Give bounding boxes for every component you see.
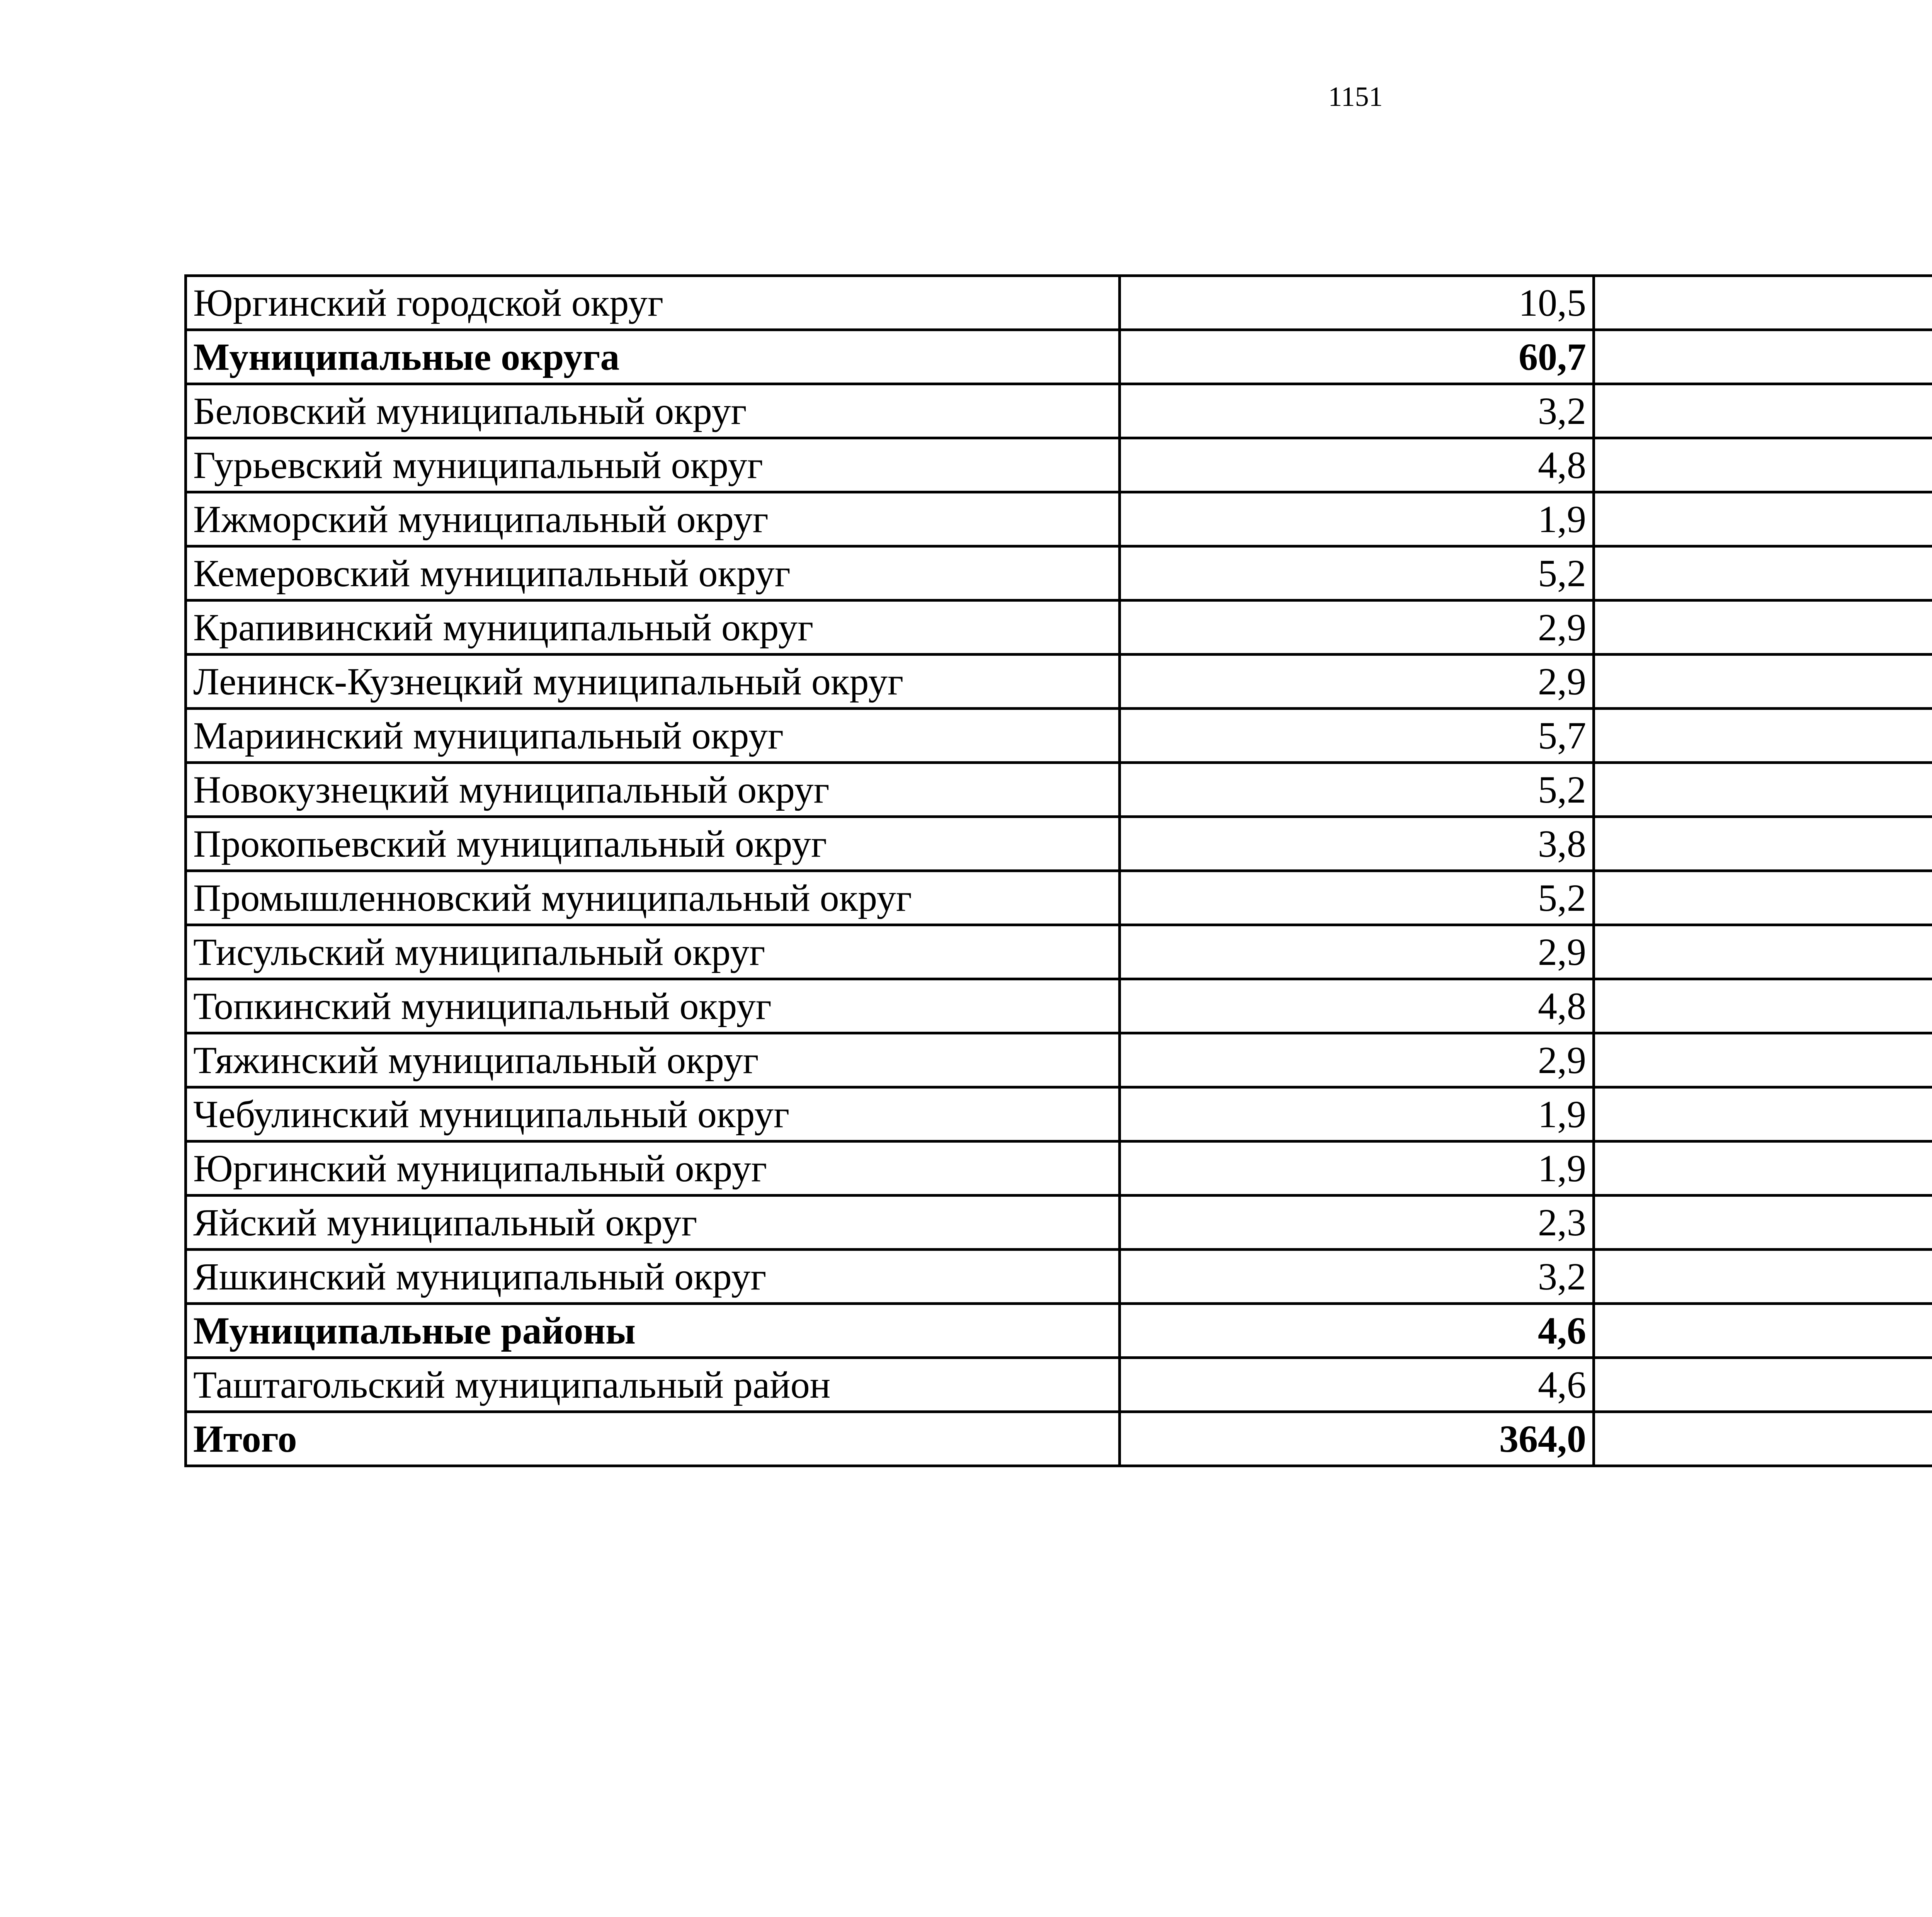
row-name-cell: Ленинск-Кузнецкий муниципальный округ: [186, 655, 1120, 709]
value-cell-1: 3,2: [1120, 1250, 1594, 1304]
value-cell-2: [1594, 276, 1932, 330]
row-name-cell: Новокузнецкий муниципальный округ: [186, 763, 1120, 817]
table-row: [186, 763, 1932, 817]
row-name-cell: Яйский муниципальный округ: [186, 1196, 1120, 1250]
value-cell-1: 1,9: [1120, 1087, 1594, 1141]
value-cell-1: 1,9: [1120, 1141, 1594, 1196]
row-name-cell: Таштагольский муниципальный район: [186, 1358, 1120, 1412]
row-name-cell: Ижморский муниципальный округ: [186, 492, 1120, 546]
table-row: [186, 1033, 1932, 1087]
row-name-cell: Чебулинский муниципальный округ: [186, 1087, 1120, 1141]
row-name-cell: Муниципальные районы: [186, 1304, 1120, 1358]
value-cell-2: [1594, 1141, 1932, 1196]
row-name-cell: Кемеровский муниципальный округ: [186, 546, 1120, 600]
row-name-cell: Яшкинский муниципальный округ: [186, 1250, 1120, 1304]
value-cell-2: [1594, 763, 1932, 817]
table-row: [186, 709, 1932, 763]
value-cell-1: 2,9: [1120, 655, 1594, 709]
value-cell-1: 4,6: [1120, 1358, 1594, 1412]
value-cell-1: 4,6: [1120, 1304, 1594, 1358]
value-cell-2: [1594, 1358, 1932, 1412]
value-cell-2: [1594, 709, 1932, 763]
value-cell-1: 3,2: [1120, 384, 1594, 438]
row-name-cell: Топкинский муниципальный округ: [186, 979, 1120, 1033]
table-row: [186, 276, 1932, 330]
value-cell-1: 2,9: [1120, 925, 1594, 979]
value-cell-2: [1594, 925, 1932, 979]
value-cell-2: [1594, 546, 1932, 600]
value-cell-2: [1594, 600, 1932, 655]
table-row: [186, 438, 1932, 492]
row-name-cell: Юргинский муниципальный округ: [186, 1141, 1120, 1196]
row-name-cell: Мариинский муниципальный округ: [186, 709, 1120, 763]
table-row: [186, 979, 1932, 1033]
table-row: [186, 1141, 1932, 1196]
row-name-cell: Крапивинский муниципальный округ: [186, 600, 1120, 655]
value-cell-1: 1,9: [1120, 492, 1594, 546]
value-cell-1: 5,2: [1120, 546, 1594, 600]
table-row: [186, 546, 1932, 600]
table-row: [186, 925, 1932, 979]
value-cell-2: [1594, 979, 1932, 1033]
value-cell-1: 4,8: [1120, 979, 1594, 1033]
table-row-total: [186, 1412, 1932, 1466]
table-row-total: [186, 330, 1932, 384]
value-cell-2: [1594, 1087, 1932, 1141]
row-name-cell: Тяжинский муниципальный округ: [186, 1033, 1120, 1087]
value-cell-1: 4,8: [1120, 438, 1594, 492]
value-cell-1: 5,7: [1120, 709, 1594, 763]
value-cell-2: [1594, 330, 1932, 384]
table-row: [186, 492, 1932, 546]
table-row: [186, 600, 1932, 655]
value-cell-2: [1594, 655, 1932, 709]
value-cell-1: 364,0: [1120, 1412, 1594, 1466]
value-cell-1: 60,7: [1120, 330, 1594, 384]
value-cell-2: [1594, 817, 1932, 871]
value-cell-2: [1594, 1250, 1932, 1304]
row-name-cell: Итого: [186, 1412, 1120, 1466]
value-cell-1: 5,2: [1120, 871, 1594, 925]
value-cell-2: [1594, 438, 1932, 492]
value-cell-1: 2,9: [1120, 1033, 1594, 1087]
value-cell-2: [1594, 1412, 1932, 1466]
value-cell-1: 3,8: [1120, 817, 1594, 871]
value-cell-2: [1594, 384, 1932, 438]
value-cell-2: [1594, 1033, 1932, 1087]
row-name-cell: Тисульский муниципальный округ: [186, 925, 1120, 979]
row-name-cell: Гурьевский муниципальный округ: [186, 438, 1120, 492]
table-row: [186, 655, 1932, 709]
value-cell-2: [1594, 492, 1932, 546]
value-cell-2: [1594, 1196, 1932, 1250]
row-name-cell: Промышленновский муниципальный округ: [186, 871, 1120, 925]
table-row: [186, 1358, 1932, 1412]
value-cell-1: 10,5: [1120, 276, 1594, 330]
table-row: [186, 1250, 1932, 1304]
table-row: [186, 1196, 1932, 1250]
row-name-cell: Беловский муниципальный округ: [186, 384, 1120, 438]
table-row: [186, 1087, 1932, 1141]
row-name-cell: Прокопьевский муниципальный округ: [186, 817, 1120, 871]
data-table: [184, 274, 1932, 1467]
value-cell-2: [1594, 871, 1932, 925]
table-row: [186, 384, 1932, 438]
value-cell-1: 5,2: [1120, 763, 1594, 817]
row-name-cell: Муниципальные округа: [186, 330, 1120, 384]
table-row: [186, 871, 1932, 925]
table-body: [186, 276, 1932, 1466]
page-number: 1151: [1328, 81, 1383, 112]
value-cell-2: [1594, 1304, 1932, 1358]
value-cell-1: 2,9: [1120, 600, 1594, 655]
table-row: [186, 817, 1932, 871]
value-cell-1: 2,3: [1120, 1196, 1594, 1250]
table-row-total: [186, 1304, 1932, 1358]
row-name-cell: Юргинский городской округ: [186, 276, 1120, 330]
